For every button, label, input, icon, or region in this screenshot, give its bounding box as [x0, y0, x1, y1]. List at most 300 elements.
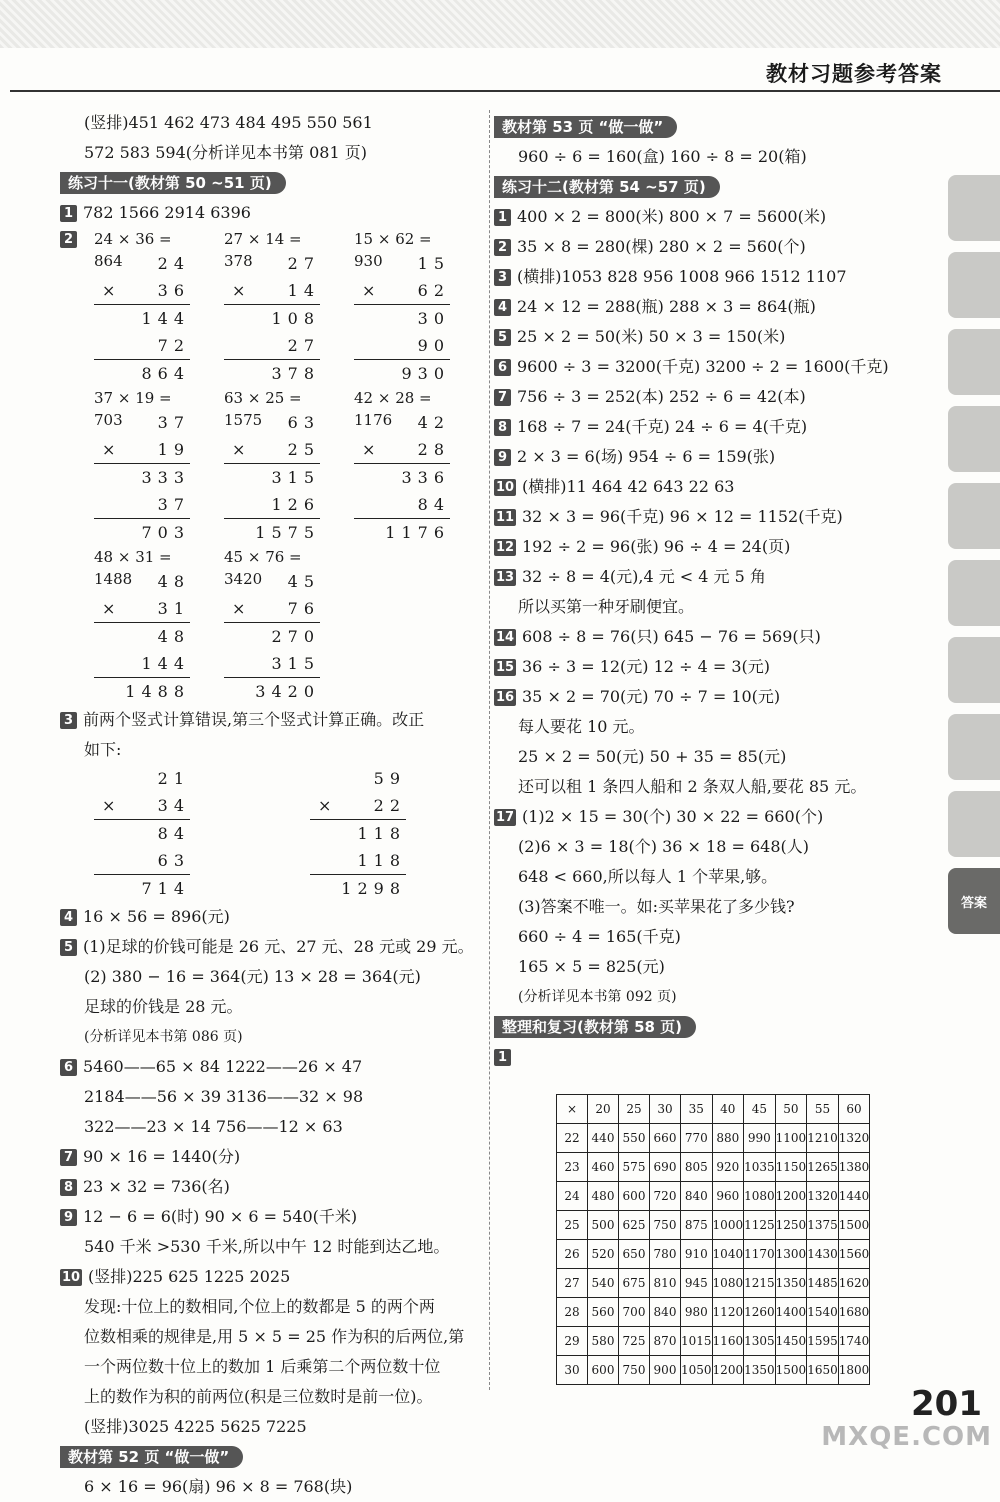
question-number: 17: [495, 810, 515, 825]
table-cell: 840: [681, 1182, 713, 1211]
multiply-sign: ×: [102, 796, 116, 815]
vertical-calc: [94, 546, 190, 705]
q5-line-4: (分析详见本书第 086 页): [84, 1029, 243, 1045]
side-tab[interactable]: [948, 714, 1000, 780]
list-item: [494, 442, 934, 472]
table-cell: 650: [619, 1240, 650, 1269]
calc-row: [94, 277, 190, 305]
table-cell: 1265: [807, 1153, 839, 1182]
calc-digits: 714: [141, 879, 190, 898]
table-cell: 1380: [838, 1153, 870, 1182]
exercise-12-items-2: [494, 622, 934, 712]
question-number: 14: [495, 630, 515, 645]
table-cell: 1500: [775, 1356, 807, 1385]
table-cell: 960: [712, 1182, 744, 1211]
table-cell: 1450: [775, 1327, 807, 1356]
calc-digits: 28: [417, 440, 450, 459]
intro-line-2: 572 583 594(分析详见本书第 081 页): [84, 143, 367, 162]
calc-digits: 72: [157, 336, 190, 355]
side-tabs: [948, 175, 1000, 945]
page-53-answer: 960 ÷ 6 = 160(盒) 160 ÷ 8 = 20(箱): [518, 147, 807, 166]
vertical-calc: [224, 546, 320, 705]
q4-answer: 16 × 56 = 896(元): [83, 907, 230, 926]
calc-digits: 336: [401, 468, 450, 487]
calc-row: [94, 650, 190, 678]
calc-row: [94, 595, 190, 623]
list-item: [494, 202, 934, 232]
vertical-calc: [224, 228, 320, 387]
question-number: 6: [60, 1059, 77, 1076]
question-number: 8: [60, 1179, 77, 1196]
table-cell: 720: [650, 1182, 681, 1211]
side-tab[interactable]: [948, 329, 1000, 395]
calc-row: [94, 519, 190, 546]
q10-line-6: (竖排)3025 4225 5625 7225: [84, 1417, 307, 1436]
table-row: [557, 1298, 870, 1327]
q10-line-4: 一个两位数十位上的数加 1 后乘第二个两位数十位: [84, 1357, 441, 1376]
calc-digits: 36: [157, 281, 190, 300]
table-header-cell: 20: [588, 1095, 619, 1124]
calc-row: [354, 436, 450, 464]
calc-digits: 15: [417, 254, 450, 273]
table-row: [557, 1327, 870, 1356]
calc-digits: 31: [157, 599, 190, 618]
question-number: 11: [495, 510, 515, 525]
calc-row: [94, 491, 190, 519]
table-cell: 500: [588, 1211, 619, 1240]
calc-row: [310, 820, 406, 847]
table-cell: 1350: [744, 1356, 776, 1385]
calc-row: [354, 277, 450, 305]
question-number: 1: [494, 1049, 511, 1066]
calc-digits: 14: [287, 281, 320, 300]
answer-text: 24 × 12 = 288(瓶) 288 × 3 = 864(瓶): [517, 297, 816, 316]
table-cell: 27: [557, 1269, 588, 1298]
q16-line-3: 25 × 2 = 50(元) 50 + 35 = 85(元): [518, 747, 787, 766]
q10-line-5: 上的数作为积的前两位(积是三位数时是前一位)。: [84, 1387, 433, 1406]
q2-vertical-calcs: [60, 228, 480, 705]
page-52-answer: 6 × 16 = 96(扇) 96 × 8 = 768(块): [84, 1477, 353, 1496]
calc-row: [354, 250, 450, 277]
table-cell: 840: [650, 1298, 681, 1327]
question-number: 6: [494, 359, 511, 376]
table-header-cell: 35: [681, 1095, 713, 1124]
q10-line-3: 位数相乘的规律是,用 5 × 5 = 25 作为积的后两位,第: [84, 1327, 465, 1346]
question-number: 15: [495, 660, 515, 675]
question-number: 5: [60, 939, 77, 956]
multiply-sign: ×: [102, 281, 116, 300]
multiply-sign: ×: [232, 599, 246, 618]
table-cell: 1015: [681, 1327, 713, 1356]
calc-row: [354, 305, 450, 332]
q17-line-4: (3)答案不唯一。如:买苹果花了多少钱?: [518, 897, 795, 916]
table-header-cell: 55: [807, 1095, 839, 1124]
question-number: 13: [495, 570, 515, 585]
calc-digits: 333: [141, 468, 190, 487]
table-cell: 460: [588, 1153, 619, 1182]
q3-line-2: 如下:: [84, 740, 122, 759]
calc-digits: 144: [141, 654, 190, 673]
q16-line-4: 还可以租 1 条四人船和 2 条双人船,要花 85 元。: [518, 777, 867, 796]
right-column: [494, 112, 934, 1072]
calc-digits: 22: [373, 796, 406, 815]
vertical-row: [60, 546, 480, 705]
answer-text: 756 ÷ 3 = 252(本) 252 ÷ 6 = 42(本): [517, 387, 806, 406]
q1-answer: 782 1566 2914 6396: [83, 203, 251, 222]
calc-digits: 45: [287, 572, 320, 591]
side-tab-answers[interactable]: 答案: [948, 868, 1000, 934]
calc-digits: 27: [287, 336, 320, 355]
table-cell: 1200: [712, 1356, 744, 1385]
table-cell: 1500: [838, 1211, 870, 1240]
column-divider: [489, 110, 490, 1390]
table-cell: 540: [588, 1269, 619, 1298]
q5-line-3: 足球的价钱是 28 元。: [84, 997, 243, 1016]
question-number: 3: [60, 712, 77, 729]
calc-row: [354, 491, 450, 519]
calc-row: [224, 436, 320, 464]
multiply-sign: ×: [102, 440, 116, 459]
calc-digits: 1176: [385, 523, 450, 542]
table-cell: 1595: [807, 1327, 839, 1356]
table-cell: 875: [681, 1211, 713, 1240]
answer-text: 32 ÷ 8 = 4(元),4 元 < 4 元 5 角: [522, 567, 766, 586]
answer-text: 2 × 3 = 6(场) 954 ÷ 6 = 159(张): [517, 447, 776, 466]
calc-digits: 118: [357, 851, 406, 870]
table-cell: 1080: [712, 1269, 744, 1298]
header-rule: [10, 90, 1000, 92]
calc-equation: 45 × 76 = 3420: [224, 548, 302, 588]
table-cell: 1300: [775, 1240, 807, 1269]
calc-digits: 930: [401, 364, 450, 383]
table-header-cell: ×: [557, 1095, 588, 1124]
answer-text: 400 × 2 = 800(米) 800 × 7 = 5600(米): [517, 207, 827, 226]
page-header-title: 教材习题参考答案: [766, 62, 942, 86]
table-cell: 1200: [775, 1182, 807, 1211]
calc-row: [94, 464, 190, 491]
table-header-cell: 50: [775, 1095, 807, 1124]
table-cell: 25: [557, 1211, 588, 1240]
list-item: [494, 262, 934, 292]
question-number: 8: [494, 419, 511, 436]
table-row: [557, 1356, 870, 1385]
list-item: [494, 352, 934, 382]
multiply-sign: ×: [362, 281, 376, 300]
question-number: 2: [60, 231, 77, 248]
answer-text: 168 ÷ 7 = 24(千克) 24 ÷ 6 = 4(千克): [517, 417, 808, 436]
calc-row: [224, 277, 320, 305]
table-cell: 980: [681, 1298, 713, 1327]
calc-row: [94, 875, 190, 902]
list-item: [494, 502, 934, 532]
calc-digits: 63: [157, 851, 190, 870]
calc-row: [354, 519, 450, 546]
section-header-page-53: 教材第 53 页 “做一做”: [494, 116, 677, 138]
table-cell: 1650: [807, 1356, 839, 1385]
table-cell: 1320: [807, 1182, 839, 1211]
q6-line-3: 322——23 × 14 756——12 × 63: [84, 1117, 343, 1136]
table-cell: 600: [619, 1182, 650, 1211]
side-tab[interactable]: [948, 252, 1000, 318]
question-number: 7: [494, 389, 511, 406]
calc-equation: 24 × 36 = 864: [94, 230, 172, 270]
calc-row: [354, 409, 450, 436]
table-cell: 990: [744, 1124, 776, 1153]
question-number: 9: [60, 1209, 77, 1226]
answer-text: 192 ÷ 2 = 96(张) 96 ÷ 4 = 24(页): [522, 537, 791, 556]
calc-row: [94, 568, 190, 595]
calc-digits: 315: [271, 654, 320, 673]
calc-digits: 63: [287, 413, 320, 432]
table-row: [557, 1269, 870, 1298]
table-cell: 690: [650, 1153, 681, 1182]
q6-line-1: 5460——65 × 84 1222——26 × 47: [83, 1057, 363, 1076]
question-number: 12: [495, 540, 515, 555]
table-cell: 30: [557, 1356, 588, 1385]
table-cell: 1210: [807, 1124, 839, 1153]
calc-row: [310, 847, 406, 875]
answer-text: 32 × 3 = 96(千克) 96 × 12 = 1152(千克): [522, 507, 843, 526]
calc-row: [94, 436, 190, 464]
calc-digits: 42: [417, 413, 450, 432]
calc-digits: 25: [287, 440, 320, 459]
table-cell: 1440: [838, 1182, 870, 1211]
table-cell: 770: [681, 1124, 713, 1153]
answer-text: 36 ÷ 3 = 12(元) 12 ÷ 4 = 3(元): [522, 657, 770, 676]
q9-line-2: 540 千米 >530 千米,所以中午 12 时能到达乙地。: [84, 1237, 450, 1256]
calc-row: [354, 464, 450, 491]
answer-text: 608 ÷ 8 = 76(只) 645 − 76 = 569(只): [522, 627, 821, 646]
table-cell: 28: [557, 1298, 588, 1327]
q16-line-2: 每人要花 10 元。: [518, 717, 645, 736]
table-cell: 945: [681, 1269, 713, 1298]
table-cell: 600: [588, 1356, 619, 1385]
side-tab[interactable]: [948, 791, 1000, 857]
calc-digits: 1575: [255, 523, 320, 542]
calc-row: [94, 792, 190, 820]
section-header-page-52: 教材第 52 页 “做一做”: [60, 1446, 243, 1468]
calc-digits: 90: [417, 336, 450, 355]
table-cell: 24: [557, 1182, 588, 1211]
calc-digits: 19: [157, 440, 190, 459]
table-cell: 1560: [838, 1240, 870, 1269]
table-cell: 810: [650, 1269, 681, 1298]
question-number: 10: [61, 1270, 81, 1285]
vertical-calc: [354, 228, 450, 387]
calc-row: [310, 765, 406, 792]
calc-digits: 59: [373, 769, 406, 788]
list-item: [494, 232, 934, 262]
table-cell: 1260: [744, 1298, 776, 1327]
table-cell: 780: [650, 1240, 681, 1269]
list-item: [494, 292, 934, 322]
table-cell: 1100: [775, 1124, 807, 1153]
table-row: [557, 1240, 870, 1269]
table-cell: 1170: [744, 1240, 776, 1269]
calc-digits: 84: [417, 495, 450, 514]
table-cell: 1375: [807, 1211, 839, 1240]
table-cell: 675: [619, 1269, 650, 1298]
table-cell: 26: [557, 1240, 588, 1269]
table-row: [557, 1124, 870, 1153]
table-cell: 575: [619, 1153, 650, 1182]
question-number: 7: [60, 1149, 77, 1166]
calc-row: [224, 568, 320, 595]
side-tab[interactable]: [948, 175, 1000, 241]
table-cell: 725: [619, 1327, 650, 1356]
table-cell: 1050: [681, 1356, 713, 1385]
table-cell: 1485: [807, 1269, 839, 1298]
table-cell: 700: [619, 1298, 650, 1327]
table-cell: 660: [650, 1124, 681, 1153]
section-header-review: 整理和复习(教材第 58 页): [494, 1016, 696, 1038]
calc-row: [354, 360, 450, 387]
list-item: [494, 532, 934, 562]
table-cell: 625: [619, 1211, 650, 1240]
answer-text: (横排)1053 828 956 1008 966 1512 1107: [517, 267, 847, 286]
calc-row: [224, 595, 320, 623]
calc-digits: 270: [271, 627, 320, 646]
table-cell: 580: [588, 1327, 619, 1356]
table-header-cell: 45: [744, 1095, 776, 1124]
table-header-row: [557, 1095, 870, 1124]
calc-row: [224, 409, 320, 436]
calc-digits: 24: [157, 254, 190, 273]
question-number: 16: [495, 690, 515, 705]
multiply-sign: ×: [232, 440, 246, 459]
calc-equation: 37 × 19 = 703: [94, 389, 172, 429]
calc-equation: 27 × 14 = 378: [224, 230, 302, 270]
page-number: 201: [911, 1384, 982, 1424]
top-pattern-band: [0, 0, 1000, 48]
q7-answer: 90 × 16 = 1440(分): [83, 1147, 241, 1166]
calc-row: [94, 332, 190, 360]
side-tab[interactable]: [948, 560, 1000, 626]
table-cell: 1080: [744, 1182, 776, 1211]
vertical-calc: [94, 228, 190, 387]
vertical-calc: [310, 765, 406, 902]
calc-equation: 63 × 25 = 1575: [224, 389, 302, 429]
table-cell: 29: [557, 1327, 588, 1356]
table-row: [557, 1153, 870, 1182]
calc-row: [94, 360, 190, 387]
table-cell: 1740: [838, 1327, 870, 1356]
calc-digits: 3420: [255, 682, 320, 701]
calc-digits: 30: [417, 309, 450, 328]
calc-row: [224, 464, 320, 491]
table-cell: 900: [650, 1356, 681, 1385]
vertical-calc: [354, 387, 450, 546]
side-tab[interactable]: [948, 406, 1000, 472]
vertical-row: [60, 387, 480, 546]
list-item: [494, 652, 934, 682]
q5-line-1: (1)足球的价钱可能是 26 元、27 元、28 元或 29 元。: [83, 937, 474, 956]
calc-digits: 144: [141, 309, 190, 328]
multiply-sign: ×: [318, 796, 332, 815]
calc-row: [310, 875, 406, 902]
table-row: [557, 1182, 870, 1211]
table-cell: 1250: [775, 1211, 807, 1240]
table-cell: 805: [681, 1153, 713, 1182]
calc-digits: 21: [157, 769, 190, 788]
table-cell: 750: [619, 1356, 650, 1385]
table-cell: 1125: [744, 1211, 776, 1240]
calc-row: [94, 250, 190, 277]
calc-row: [94, 623, 190, 650]
vertical-calc: [94, 387, 190, 546]
calc-row: [224, 250, 320, 277]
table-cell: 23: [557, 1153, 588, 1182]
left-column: [60, 108, 480, 1502]
calc-row: [94, 765, 190, 792]
calc-row: [94, 820, 190, 847]
intro-line-1: (竖排)451 462 473 484 495 550 561: [84, 113, 373, 132]
question-number: 10: [495, 480, 515, 495]
table-cell: 1400: [775, 1298, 807, 1327]
calc-digits: 108: [271, 309, 320, 328]
q8-answer: 23 × 32 = 736(名): [83, 1177, 230, 1196]
question-number: 3: [494, 269, 511, 286]
table-cell: 1150: [775, 1153, 807, 1182]
question-number: 4: [494, 299, 511, 316]
answer-text: 35 × 8 = 280(棵) 280 × 2 = 560(个): [517, 237, 806, 256]
side-tab[interactable]: [948, 483, 1000, 549]
table-cell: 1800: [838, 1356, 870, 1385]
calc-digits: 864: [141, 364, 190, 383]
multiplication-table: [556, 1094, 870, 1385]
question-number: 2: [494, 239, 511, 256]
table-header-cell: 60: [838, 1095, 870, 1124]
table-cell: 880: [712, 1124, 744, 1153]
table-cell: 440: [588, 1124, 619, 1153]
table-cell: 1620: [838, 1269, 870, 1298]
calc-digits: 315: [271, 468, 320, 487]
calc-digits: 703: [141, 523, 190, 542]
side-tab[interactable]: [948, 637, 1000, 703]
calc-equation: 42 × 28 = 1176: [354, 389, 432, 429]
calc-digits: 37: [157, 495, 190, 514]
answer-text: 9600 ÷ 3 = 3200(千克) 3200 ÷ 2 = 1600(千克): [517, 357, 889, 376]
multiply-sign: ×: [102, 599, 116, 618]
calc-row: [224, 305, 320, 332]
multiply-sign: ×: [232, 281, 246, 300]
calc-digits: 1298: [341, 879, 406, 898]
calc-row: [310, 792, 406, 820]
table-cell: 520: [588, 1240, 619, 1269]
q17-line-2: (2)6 × 3 = 18(个) 36 × 18 = 648(人): [518, 837, 810, 856]
table-header-cell: 40: [712, 1095, 744, 1124]
calc-digits: 84: [157, 824, 190, 843]
table-cell: 750: [650, 1211, 681, 1240]
question-number: 4: [60, 909, 77, 926]
table-header-cell: 25: [619, 1095, 650, 1124]
question-number: 5: [494, 329, 511, 346]
calc-digits: 76: [287, 599, 320, 618]
table-cell: 1000: [712, 1211, 744, 1240]
calc-equation: 15 × 62 = 930: [354, 230, 432, 270]
q5-line-2: (2) 380 − 16 = 364(元) 13 × 28 = 364(元): [84, 967, 421, 986]
calc-digits: 126: [271, 495, 320, 514]
list-item: [494, 412, 934, 442]
list-item: [494, 562, 934, 592]
vertical-calc: [224, 387, 320, 546]
calc-digits: 118: [357, 824, 406, 843]
vertical-calc: [94, 765, 190, 902]
table-cell: 1215: [744, 1269, 776, 1298]
answer-text: 35 × 2 = 70(元) 70 ÷ 7 = 10(元): [522, 687, 781, 706]
q17-line-1: (1)2 × 15 = 30(个) 30 × 22 = 660(个): [522, 807, 824, 826]
q17-line-5: 660 ÷ 4 = 165(千克): [518, 927, 681, 946]
